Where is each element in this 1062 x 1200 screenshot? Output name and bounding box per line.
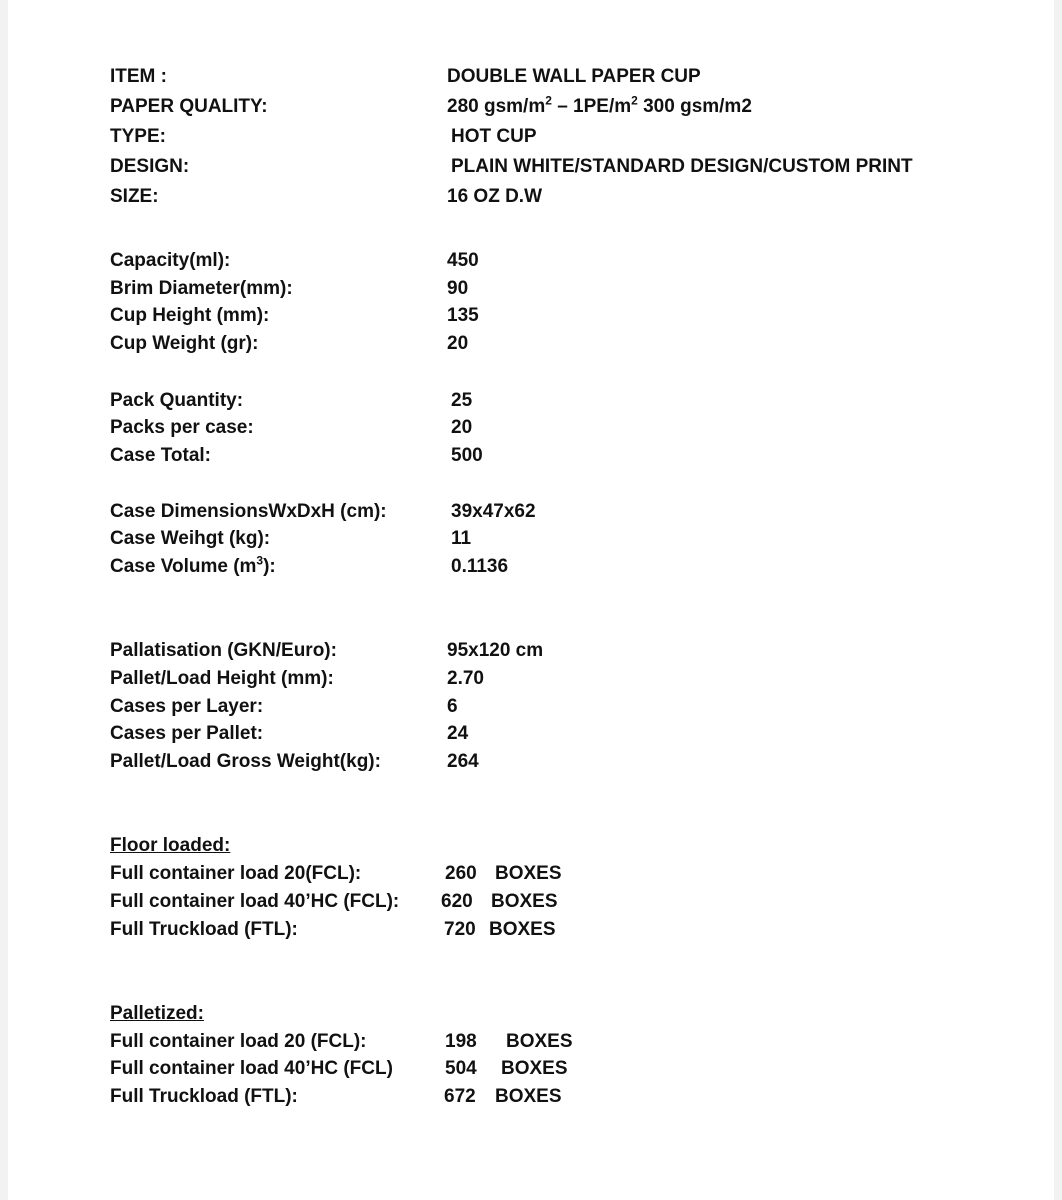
capacity-value: 450 (447, 250, 479, 271)
spec-row-paper-quality (110, 94, 1010, 120)
floor-loaded-unit: BOXES (489, 919, 556, 940)
palletized-row (110, 1029, 1010, 1055)
pallatisation-row (110, 638, 1010, 664)
spec-row-size (110, 184, 1010, 210)
floor-loaded-label: Full container load 40’HC (FCL): (110, 891, 400, 912)
palletized-value: 504 (445, 1058, 477, 1079)
cases-per-layer-label: Cases per Layer: (110, 696, 264, 717)
cup-height-value: 135 (447, 305, 479, 326)
case-total-label: Case Total: (110, 445, 212, 466)
item-value: DOUBLE WALL PAPER CUP (447, 66, 701, 87)
case-total-value: 500 (451, 445, 483, 466)
pallatisation-label: Pallatisation (GKN/Euro): (110, 640, 337, 661)
floor-loaded-unit: BOXES (491, 891, 558, 912)
palletized-row (110, 1056, 1010, 1082)
cup-weight-row (110, 331, 1010, 357)
floor-loaded-label: Full container load 20(FCL): (110, 863, 362, 884)
palletized-heading: Palletized: (110, 1003, 204, 1024)
cases-per-pallet-label: Cases per Pallet: (110, 723, 264, 744)
case-dimensions-value: 39x47x62 (451, 501, 536, 522)
cases-per-layer-row (110, 694, 1010, 720)
case-weight-value: 11 (451, 528, 472, 549)
size-label: SIZE: (110, 186, 159, 207)
palletized-row (110, 1084, 1010, 1110)
pack-quantity-row (110, 388, 1010, 414)
load-height-label: Pallet/Load Height (mm): (110, 668, 334, 689)
brim-diameter-value: 90 (447, 278, 469, 299)
palletized-unit: BOXES (506, 1031, 573, 1052)
gross-weight-label: Pallet/Load Gross Weight(kg): (110, 751, 381, 772)
cup-height-label: Cup Height (mm): (110, 305, 270, 326)
document-page (8, 0, 1054, 1200)
palletized-label: Full container load 40’HC (FCL) (110, 1058, 393, 1079)
cases-per-pallet-value: 24 (447, 723, 469, 744)
palletized-value: 672 (444, 1086, 476, 1107)
gross-weight-row (110, 749, 1010, 775)
pack-quantity-label: Pack Quantity: (110, 390, 244, 411)
case-weight-label: Case Weihgt (kg): (110, 528, 271, 549)
palletized-label: Full Truckload (FTL): (110, 1086, 298, 1107)
design-label: DESIGN: (110, 156, 190, 177)
palletized-unit: BOXES (495, 1086, 562, 1107)
floor-loaded-unit: BOXES (495, 863, 562, 884)
paper-quality-value: 280 gsm/$m^2 - 1PE/m^2$ 300 gsm/m2 (447, 93, 752, 117)
cases-per-pallet-row (110, 721, 1010, 747)
capacity-label: Capacity(ml): (110, 250, 231, 271)
case-weight-row (110, 526, 1010, 552)
palletized-unit: BOXES (501, 1058, 568, 1079)
floor-loaded-value: 720 (444, 919, 476, 940)
paper-quality-label: PAPER QUALITY: (110, 96, 268, 117)
palletized-value: 198 (445, 1031, 477, 1052)
case-volume-row (110, 554, 1010, 580)
packs-per-case-label: Packs per case: (110, 417, 254, 438)
packs-per-case-row (110, 415, 1010, 441)
cup-weight-value: 20 (447, 333, 469, 354)
case-dimensions-label: Case DimensionsWxDxH (cm): (110, 501, 387, 522)
floor-loaded-value: 260 (445, 863, 477, 884)
size-value: 16 OZ D.W (447, 186, 543, 207)
floor-loaded-heading: Floor loaded: (110, 835, 231, 856)
cup-height-row (110, 303, 1010, 329)
packs-per-case-value: 20 (451, 417, 473, 438)
load-height-value: 2.70 (447, 668, 484, 689)
floor-loaded-label: Full Truckload (FTL): (110, 919, 298, 940)
case-volume-label: Case Volume $(m^3)$: (110, 553, 276, 577)
gross-weight-value: 264 (447, 751, 479, 772)
capacity-row (110, 248, 1010, 274)
floor-loaded-row (110, 861, 1010, 887)
brim-diameter-row (110, 276, 1010, 302)
floor-loaded-row (110, 917, 1010, 943)
spec-row-item (110, 64, 1010, 90)
brim-diameter-label: Brim Diameter(mm): (110, 278, 293, 299)
pallatisation-value: 95x120 cm (447, 640, 544, 661)
spec-row-design (110, 154, 1010, 180)
pack-quantity-value: 25 (451, 390, 473, 411)
item-label: ITEM : (110, 66, 167, 87)
case-volume-value: 0.1136 (451, 556, 509, 577)
design-value: PLAIN WHITE/STANDARD DESIGN/CUSTOM PRINT (451, 156, 913, 177)
case-dimensions-row (110, 499, 1010, 525)
cases-per-layer-value: 6 (447, 696, 458, 717)
cup-weight-label: Cup Weight (gr): (110, 333, 259, 354)
spec-row-type (110, 124, 1010, 150)
type-label: TYPE: (110, 126, 166, 147)
load-height-row (110, 666, 1010, 692)
type-value: HOT CUP (451, 126, 537, 147)
palletized-label: Full container load 20 (FCL): (110, 1031, 367, 1052)
floor-loaded-row (110, 889, 1010, 915)
case-total-row (110, 443, 1010, 469)
floor-loaded-value: 620 (441, 891, 473, 912)
